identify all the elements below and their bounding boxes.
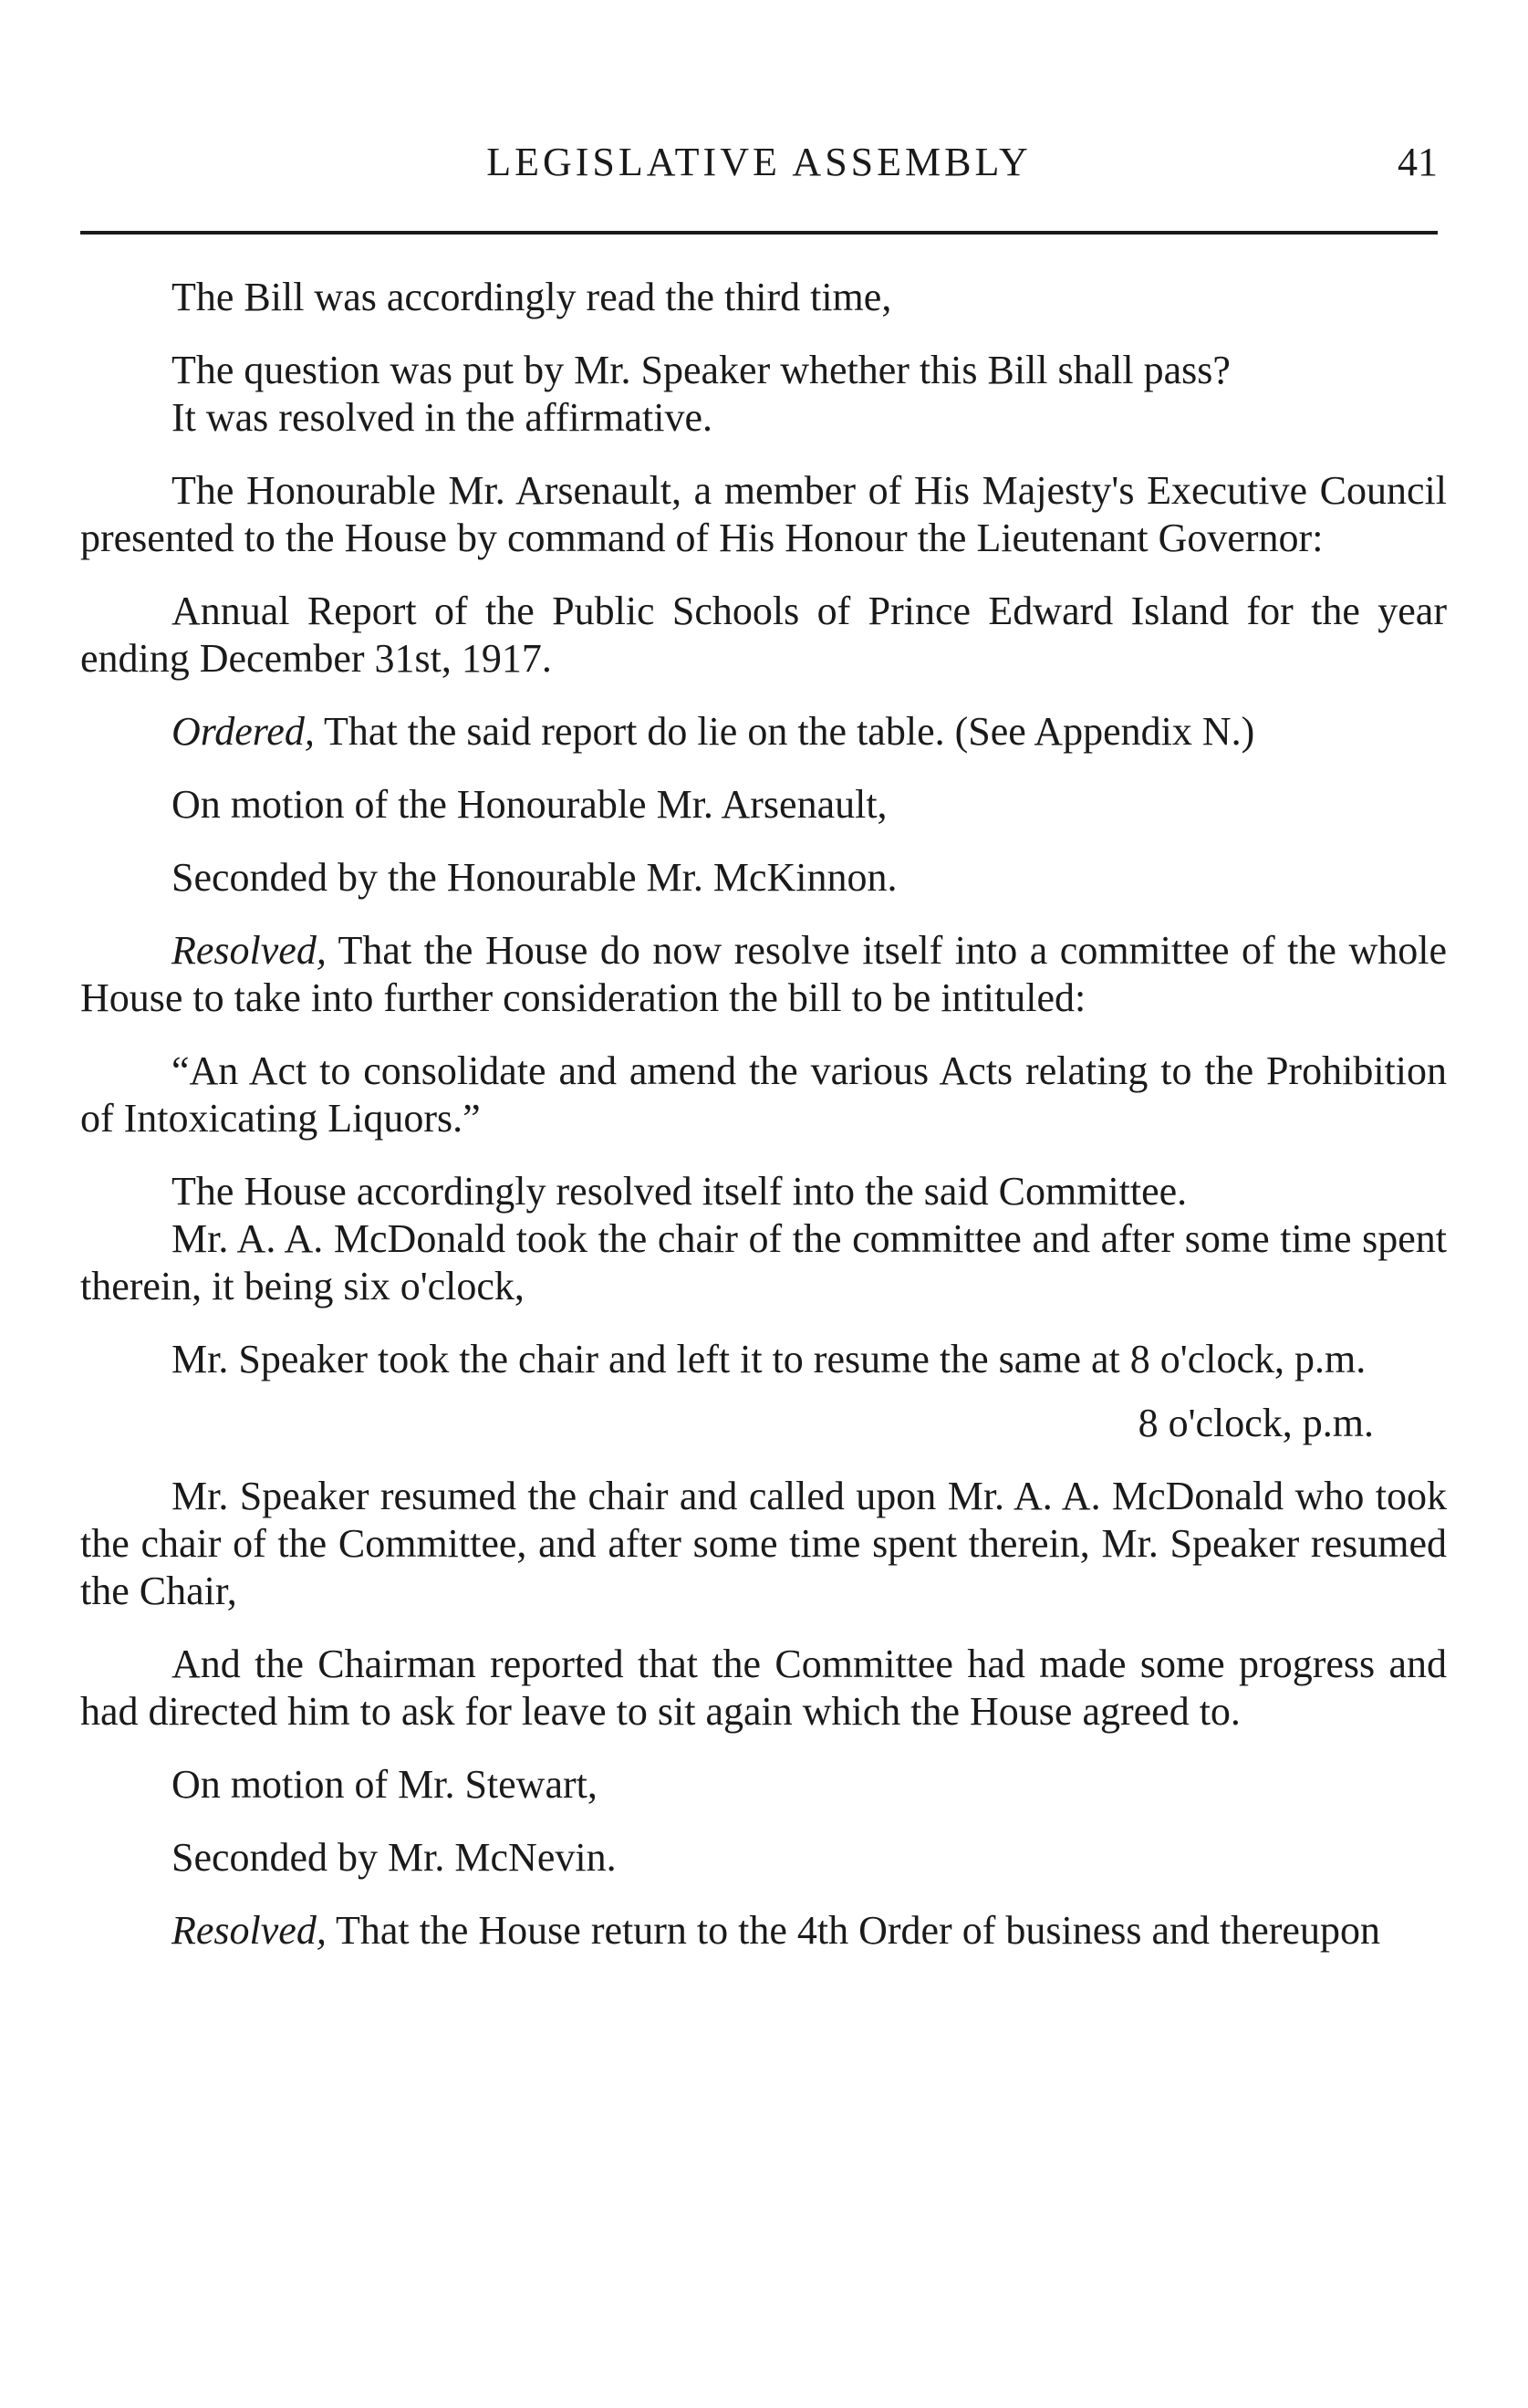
paragraph: The Bill was accordingly read the third time,	[172, 275, 892, 319]
ordered-label: Ordered,	[172, 709, 315, 754]
resolved-label: Resolved,	[172, 928, 327, 973]
paragraph: Seconded by the Honourable Mr. McKinnon.	[172, 855, 898, 900]
paragraph: The House accordingly resolved itself into the said Committee.	[172, 1169, 1188, 1214]
header-rule	[80, 231, 1438, 235]
paragraph: The Honourable Mr. Arsenault, a member of His Majesty's Executive Council presented to the House by command of His Honour the Lieutenant Governor:	[80, 468, 1447, 560]
paragraph: Mr. Speaker took the chair and left it to resume the same at 8 o'clock, p.m.	[172, 1337, 1367, 1381]
document-body	[80, 274, 1447, 1955]
paragraph: And the Chairman reported that the Committee had made some progress and had directed him to ask for leave to sit again which the House agreed to.	[80, 1642, 1447, 1734]
paragraph: Resolved, That the House do now resolve itself into a committee of the whole House to take into further consideration the bill to be intituled:	[80, 928, 1447, 1020]
paragraph: “An Act to consolidate and amend the various Acts relating to the Prohibition of Intoxicating Liquors.”	[80, 1048, 1447, 1141]
page-header	[80, 139, 1438, 193]
page-number: 41	[1398, 140, 1438, 184]
paragraph: Mr. Speaker resumed the chair and called upon Mr. A. A. McDonald who took the chair of the Committee, and after some time spent therein, Mr. Speaker resumed the Chair,	[80, 1474, 1447, 1613]
paragraph: On motion of Mr. Stewart,	[172, 1762, 598, 1807]
resolved-label: Resolved,	[172, 1908, 327, 1953]
time-line: 8 o'clock, p.m.	[1138, 1401, 1374, 1445]
paragraph: It was resolved in the affirmative.	[172, 395, 712, 440]
paragraph: Resolved, That the House return to the 4th Order of business and thereupon	[172, 1908, 1380, 1953]
paragraph: Mr. A. A. McDonald took the chair of the committee and after some time spent therein, it being six o'clock,	[80, 1216, 1447, 1308]
paragraph: Ordered, That the said report do lie on the table. (See Appendix N.)	[172, 709, 1255, 754]
paragraph: Annual Report of the Public Schools of Prince Edward Island for the year ending December 31st, 1917.	[80, 589, 1447, 681]
paragraph: The question was put by Mr. Speaker whether this Bill shall pass?	[172, 348, 1231, 392]
paragraph: Seconded by Mr. McNevin.	[172, 1835, 617, 1880]
paragraph: On motion of the Honourable Mr. Arsenault,	[172, 782, 888, 827]
running-title: LEGISLATIVE ASSEMBLY	[486, 140, 1032, 184]
